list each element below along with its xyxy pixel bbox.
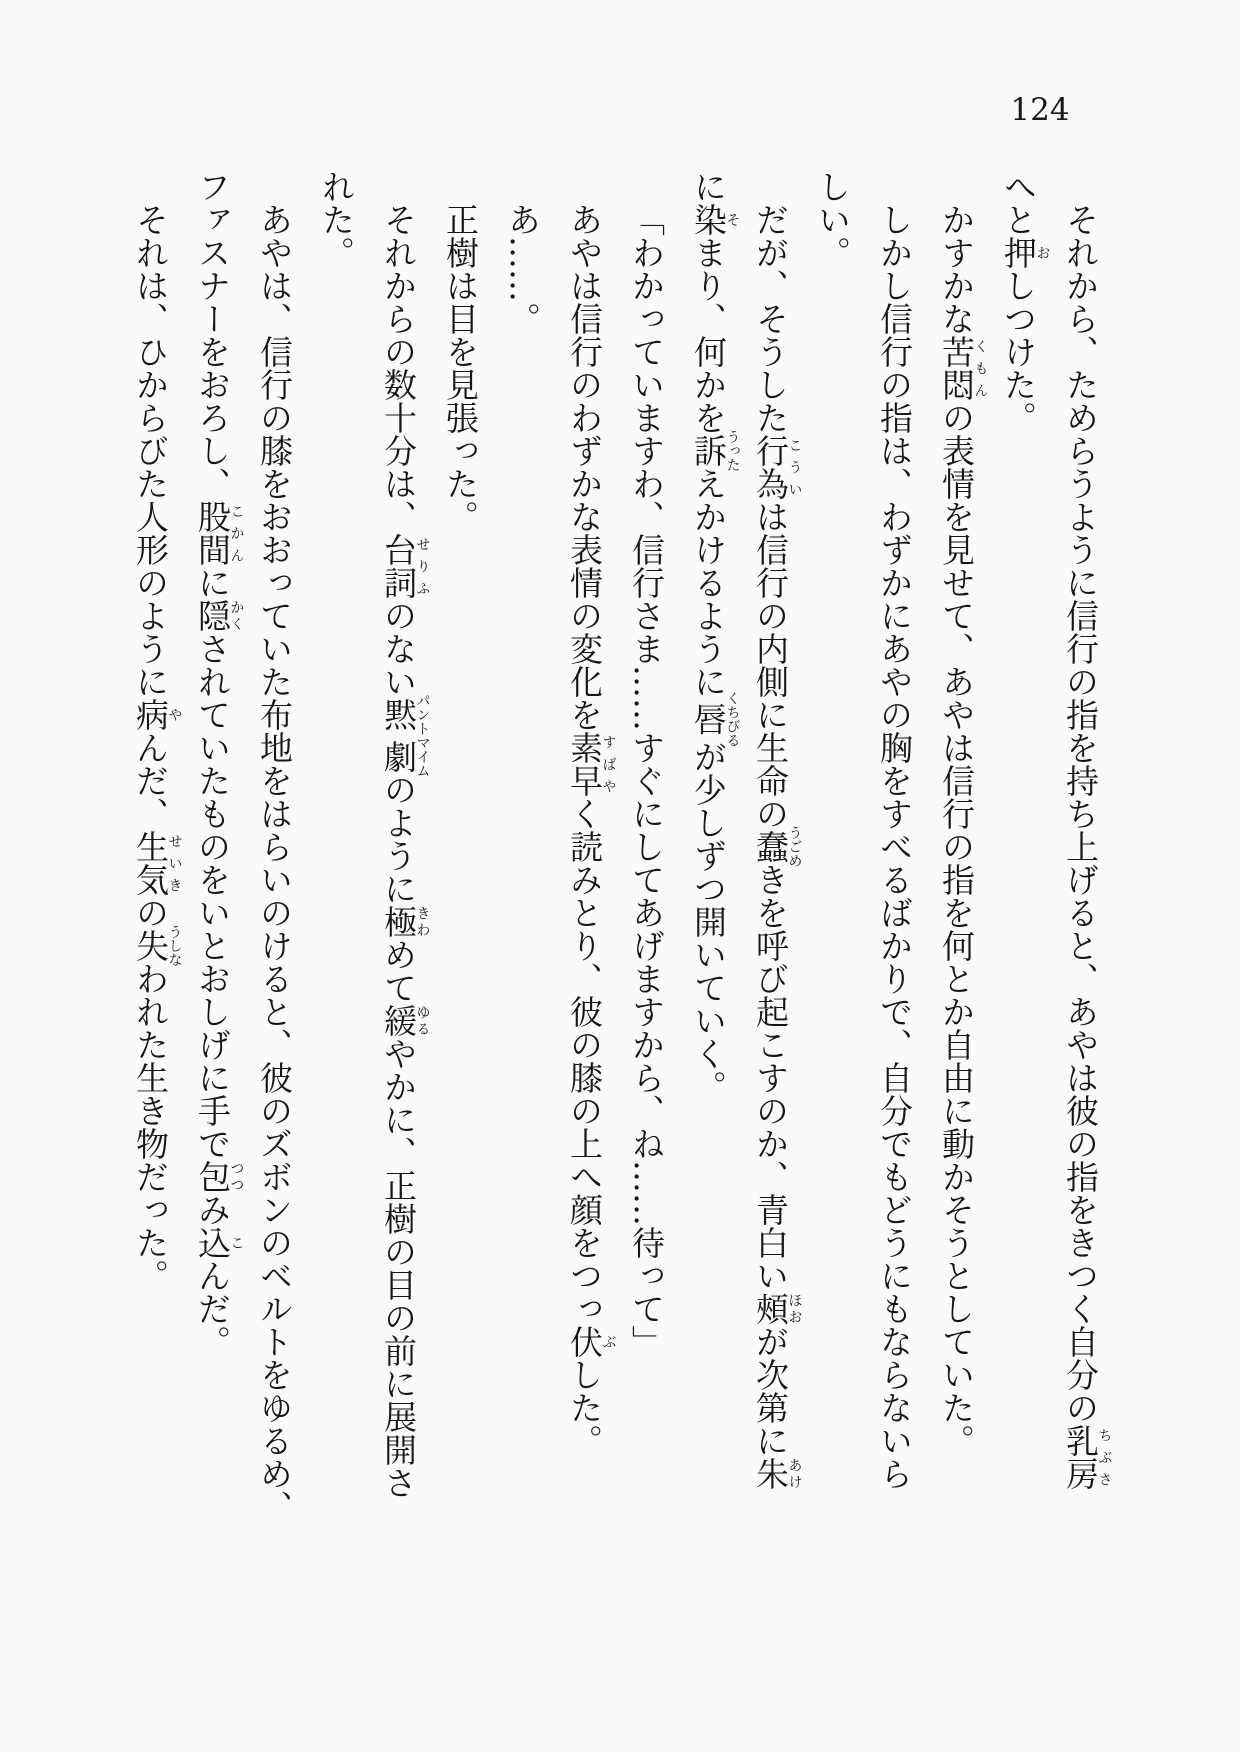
text-column-2: へと押おしつけた。	[999, 170, 1051, 434]
text-column-10: あ……。	[503, 203, 542, 335]
text-column-12: それからの数十分は、台詞せりふのない黙劇パントマイムのように極きわめて緩ゆるやかに、正樹の目の前に展開さ	[379, 203, 431, 1499]
ruby-annotated-word: 股間こかん	[193, 500, 245, 566]
ruby-annotated-word: 訴うった	[689, 429, 741, 472]
text-column-15: ファスナーをおろし、股間こかんに隠かくされていたものをいとおしげに手で包つつみ込こんだ。	[193, 170, 245, 1358]
ruby-annotated-word: 生気せいき	[131, 830, 183, 896]
ruby-annotated-word: 極きわ	[379, 905, 431, 938]
text-column-9: あやは信行のわずかな表情の変化を素早すばやく読みとり、彼の膝の上へ顔をつっ伏ぶした。	[565, 203, 617, 1457]
text-column-7: に染そまり、何かを訴うったえかけるように唇くちびるが少しずつ開いていく。	[689, 170, 741, 1103]
text-column-6: だが、そうした行為こういは信行の内側に生命の蠢うごめきを呼び起こすのか、青白い頰ほおが次第に朱あけ	[751, 203, 803, 1490]
ruby-annotated-word: 染そ	[689, 203, 741, 236]
ruby-annotated-word: 黙劇パントマイム	[379, 693, 431, 778]
ruby-annotated-word: 素早すばや	[565, 731, 617, 797]
ruby-annotated-word: 台詞せりふ	[379, 533, 431, 599]
text-column-13: れた。	[317, 170, 356, 269]
text-column-11: 正樹は目を見張った。	[441, 203, 480, 533]
ruby-annotated-word: 病や	[131, 698, 183, 731]
text-column-8: 「わかっていますわ、信行さま……すぐにしてあげますから、ね……待って」	[627, 203, 666, 1358]
ruby-annotated-word: 込こ	[193, 1226, 245, 1259]
ruby-annotated-word: 包つつ	[193, 1160, 245, 1193]
ruby-annotated-word: 乳房ちぶさ	[1061, 1424, 1113, 1490]
ruby-annotated-word: 蠢うごめ	[751, 825, 803, 868]
text-column-1: それから、ためらうように信行の指を持ち上げると、あやは彼の指をきつく自分の乳房ちぶさ	[1061, 203, 1113, 1490]
ruby-annotated-word: 押お	[999, 236, 1051, 269]
ruby-annotated-word: 苦悶くもん	[937, 335, 989, 401]
ruby-annotated-word: 行為こうい	[751, 434, 803, 500]
ruby-annotated-word: 緩ゆる	[379, 1004, 431, 1037]
text-column-14: あやは、信行の膝をおおっていた布地をはらいのけると、彼のズボンのベルトをゆるめ、	[255, 203, 294, 1523]
ruby-annotated-word: 朱あけ	[751, 1457, 803, 1490]
ruby-annotated-word: 頰ほお	[751, 1292, 803, 1325]
text-column-3: かすかな苦悶くもんの表情を見せて、あやは信行の指を何とか自由に動かそうとしていた。	[937, 203, 989, 1457]
ruby-annotated-word: 失うしな	[131, 924, 183, 967]
text-column-4: しかし信行の指は、わずかにあやの胸をすべるばかりで、自分でもどうにもならないら	[875, 203, 914, 1490]
ruby-annotated-word: 伏ぶ	[565, 1325, 617, 1358]
ruby-annotated-word: 唇くちびる	[689, 691, 741, 747]
ruby-annotated-word: 隠かく	[193, 599, 245, 632]
page-number: 124	[1010, 92, 1070, 128]
text-column-5: しい。	[813, 170, 852, 269]
text-column-16: それは、ひからびた人形のように病やんだ、生気せいきの失うしなわれた生き物だった。	[131, 203, 183, 1292]
